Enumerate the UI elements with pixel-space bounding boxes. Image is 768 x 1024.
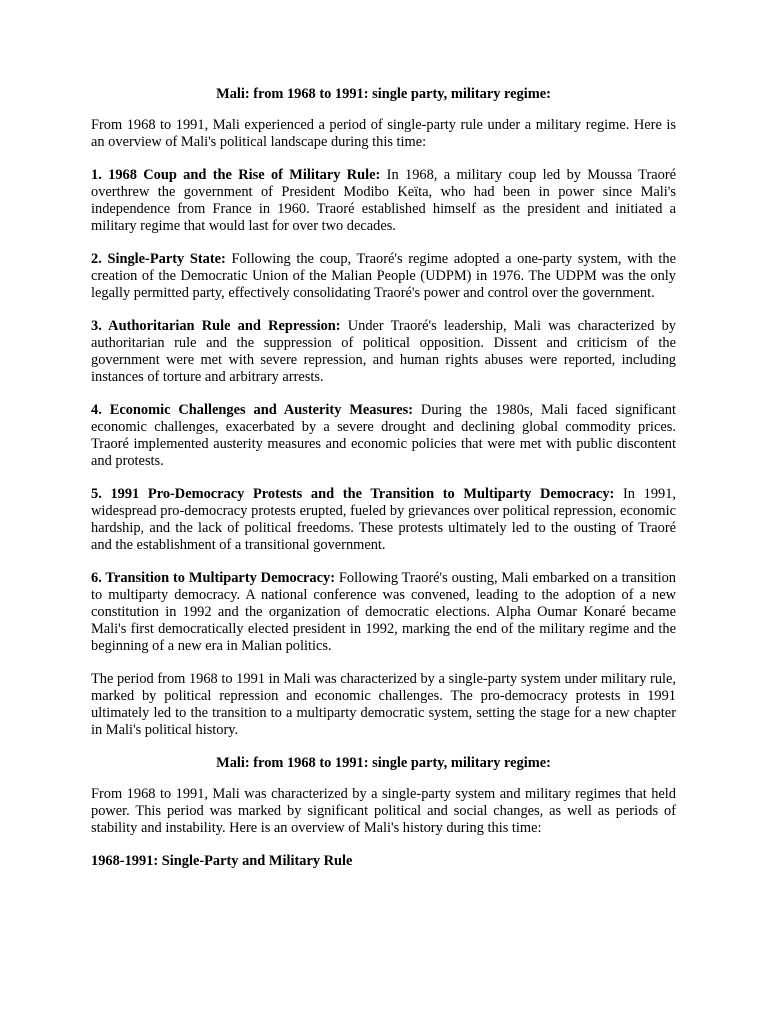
section-2-paragraph bbox=[91, 251, 676, 302]
section-3-paragraph bbox=[91, 318, 676, 386]
conclusion-paragraph: The period from 1968 to 1991 in Mali was characterized by a single-party system under military rule, marked by political repression and economic challenges. The pro-democracy protests in 1991 ultimately led to the transition to a multiparty democratic system, setting the stage for a new chapter in Mali's political history. bbox=[91, 671, 676, 738]
section-3-text: Under Traoré's leadership, Mali was characterized by authoritarian rule and the suppression of political opposition. Dissent and criticism of the government were met with severe repression, and human rights abuses were reported, including instances of torture and arbitrary arrests. bbox=[91, 318, 676, 385]
intro-paragraph: From 1968 to 1991, Mali experienced a period of single-party rule under a military regime. Here is an overview of Mali's political landscape during this time: bbox=[91, 117, 676, 150]
section-1-text: In 1968, a military coup led by Moussa Traoré overthrew the government of President Modibo Keïta, who had been in power since Mali's independence from France in 1960. Traoré established himself as the president and initiated a military regime that would last for over two decades. bbox=[91, 167, 676, 234]
section-5-paragraph bbox=[91, 486, 676, 554]
document-title-repeat: Mali: from 1968 to 1991: single party, military regime: bbox=[216, 755, 551, 771]
intro-paragraph-2: From 1968 to 1991, Mali was characterized by a single-party system and military regimes that held power. This period was marked by significant political and social changes, as well as periods of stability and instability. Here is an overview of Mali's history during this time: bbox=[91, 786, 676, 836]
section-4-text: During the 1980s, Mali faced significant economic challenges, exacerbated by a severe drought and declining global commodity prices. Traoré implemented austerity measures and economic policies that were met with public discontent and protests. bbox=[91, 402, 676, 469]
section-6-heading: 6. Transition to Multiparty Democracy: bbox=[91, 570, 335, 586]
section-1-heading: 1. 1968 Coup and the Rise of Military Rule: bbox=[91, 167, 381, 183]
section-5-text: In 1991, widespread pro-democracy protests erupted, fueled by grievances over political repression, economic hardship, and the lack of political freedoms. These protests ultimately led to the ousting of Traoré and the establishment of a transitional government. bbox=[91, 486, 677, 553]
section-2-text: Following the coup, Traoré's regime adopted a one-party system, with the creation of the Democratic Union of the Malian People (UDPM) in 1976. The UDPM was the only legally permitted party, effectively consolidating Traoré's power and control over the government. bbox=[91, 251, 676, 301]
section-6-paragraph bbox=[91, 570, 676, 655]
section-2-heading: 2. Single-Party State: bbox=[91, 251, 226, 267]
section-4-heading: 4. Economic Challenges and Austerity Measures: bbox=[91, 402, 413, 418]
subheading: 1968-1991: Single-Party and Military Rule bbox=[91, 853, 353, 869]
section-1-paragraph bbox=[91, 167, 676, 235]
section-4-paragraph bbox=[91, 402, 676, 470]
document-title: Mali: from 1968 to 1991: single party, military regime: bbox=[216, 86, 551, 102]
section-6-text: Following Traoré's ousting, Mali embarked on a transition to multiparty democracy. A national conference was convened, leading to the adoption of a new constitution in 1992 and the organization of democratic elections. Alpha Oumar Konaré became Mali's first democratically elected president in 1992, marking the end of the military regime and the beginning of a new era in Malian politics. bbox=[91, 570, 676, 654]
section-5-heading: 5. 1991 Pro-Democracy Protests and the Transition to Multiparty Democracy: bbox=[91, 486, 615, 502]
section-3-heading: 3. Authoritarian Rule and Repression: bbox=[91, 318, 341, 334]
